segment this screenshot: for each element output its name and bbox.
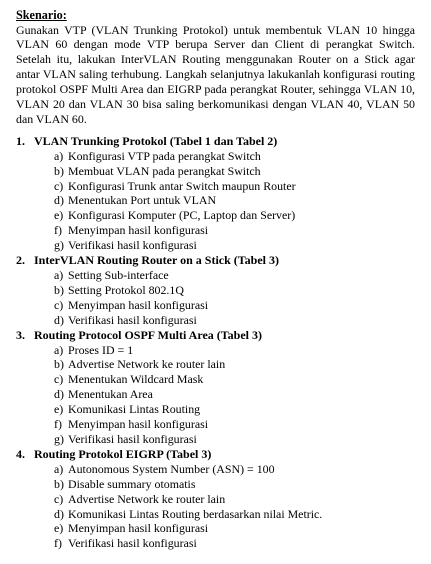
list-item <box>54 283 415 298</box>
item-letter: b) <box>54 163 64 178</box>
section-3-items <box>16 343 415 447</box>
item-letter: d) <box>54 312 64 327</box>
section-4 <box>16 447 415 551</box>
item-text: Konfigurasi Trunk antar Switch maupun Router <box>68 178 296 193</box>
item-text: Setting Sub-interface <box>68 268 169 282</box>
section-4-items <box>16 462 415 551</box>
item-text: Konfigurasi VTP pada perangkat Switch <box>68 148 261 163</box>
section-1-items <box>16 149 415 253</box>
list-item <box>54 193 415 208</box>
scenario-intro: Gunakan VTP (VLAN Trunking Protokol) untuk membentuk VLAN 10 hingga VLAN 60 dengan mode VTP berupa Server dan Client di perangkat Switch. Setelah itu, lakukan InterVLAN Routing menggunakan Router on a Stick agar antar VLAN saling terhubung. Langkah selanjutnya lakukanlah konfigurasi routing protokol OSPF Multi Area dan EIGRP pada perangkat Router, sehingga VLAN 10, VLAN 20 dan VLAN 30 bisa saling berkomunikasi dengan VLAN 40, VLAN 50 dan VLAN 60. <box>16 22 415 126</box>
item-letter: d) <box>54 387 64 402</box>
list-item <box>54 298 415 313</box>
item-text: Verifikasi hasil konfigurasi <box>68 312 197 327</box>
item-letter: a) <box>54 342 64 357</box>
list-item <box>54 372 415 387</box>
list-item <box>54 477 415 492</box>
item-letter: d) <box>54 506 64 521</box>
section-title: InterVLAN Routing Router on a Stick (Tabel 3) <box>34 253 280 268</box>
list-item <box>54 462 415 477</box>
item-letter: f) <box>54 223 62 238</box>
item-letter: b) <box>54 282 64 297</box>
list-item <box>54 536 415 551</box>
item-text: Setting Protokol 802.1Q <box>68 282 184 297</box>
list-item <box>54 432 415 447</box>
item-letter: d) <box>54 193 64 208</box>
scenario-heading: Skenario: <box>16 8 67 22</box>
item-letter: a) <box>54 148 64 163</box>
section-number: 1. <box>16 133 25 148</box>
item-letter: e) <box>54 208 64 223</box>
item-text: Proses ID = 1 <box>68 342 134 357</box>
item-letter: c) <box>54 297 64 312</box>
item-letter: f) <box>54 417 62 432</box>
section-number: 2. <box>16 253 25 268</box>
item-text: Menentukan Area <box>68 387 153 402</box>
item-letter: b) <box>54 476 64 491</box>
list-item <box>54 268 415 283</box>
section-title: Routing Protocol OSPF Multi Area (Tabel 3) <box>34 327 262 342</box>
item-text: Menentukan Wildcard Mask <box>68 372 204 387</box>
item-text: Autonomous System Number (ASN) = 100 <box>68 461 275 476</box>
list-item <box>54 417 415 432</box>
item-letter: c) <box>54 491 64 506</box>
item-text: Membuat VLAN pada perangkat Switch <box>68 163 261 178</box>
section-2 <box>16 253 415 328</box>
item-letter: f) <box>54 536 62 551</box>
item-text: Konfigurasi Komputer (PC, Laptop dan Server) <box>68 208 296 223</box>
list-item <box>54 492 415 507</box>
section-list <box>16 134 415 551</box>
item-text: Menentukan Port untuk VLAN <box>68 193 217 208</box>
list-item <box>54 238 415 253</box>
item-letter: c) <box>54 372 64 387</box>
section-title: VLAN Trunking Protokol (Tabel 1 dan Tabel 2) <box>34 133 278 148</box>
item-text: Menyimpan hasil konfigurasi <box>68 297 209 312</box>
item-text: Advertise Network ke router lain <box>68 357 226 372</box>
list-item <box>54 223 415 238</box>
list-item <box>54 357 415 372</box>
item-text: Komunikasi Lintas Routing berdasarkan nilai Metric. <box>68 506 323 521</box>
item-text: Verifikasi hasil konfigurasi <box>68 431 197 446</box>
item-letter: a) <box>54 268 64 282</box>
item-text: Advertise Network ke router lain <box>68 491 226 506</box>
item-text: Menyimpan hasil konfigurasi <box>68 223 209 238</box>
item-text: Verifikasi hasil konfigurasi <box>68 238 197 253</box>
section-2-items <box>16 268 415 328</box>
section-title: Routing Protokol EIGRP (Tabel 3) <box>34 446 212 461</box>
item-letter: a) <box>54 461 64 476</box>
item-text: Verifikasi hasil konfigurasi <box>68 536 197 551</box>
list-item <box>54 313 415 328</box>
item-text: Disable summary otomatis <box>68 476 196 491</box>
list-item <box>54 343 415 358</box>
item-text: Komunikasi Lintas Routing <box>68 402 201 417</box>
item-letter: c) <box>54 178 64 193</box>
list-item <box>54 164 415 179</box>
list-item <box>54 208 415 223</box>
list-item <box>54 149 415 164</box>
item-text: Menyimpan hasil konfigurasi <box>68 417 209 432</box>
item-letter: e) <box>54 521 64 536</box>
list-item <box>54 402 415 417</box>
item-letter: g) <box>54 238 64 253</box>
section-number: 3. <box>16 327 25 342</box>
item-letter: g) <box>54 431 64 446</box>
list-item <box>54 179 415 194</box>
item-text: Menyimpan hasil konfigurasi <box>68 521 209 536</box>
list-item <box>54 521 415 536</box>
section-3 <box>16 328 415 447</box>
item-letter: b) <box>54 357 64 372</box>
list-item <box>54 507 415 522</box>
list-item <box>54 387 415 402</box>
section-number: 4. <box>16 446 25 461</box>
section-1 <box>16 134 415 253</box>
item-letter: e) <box>54 402 64 417</box>
